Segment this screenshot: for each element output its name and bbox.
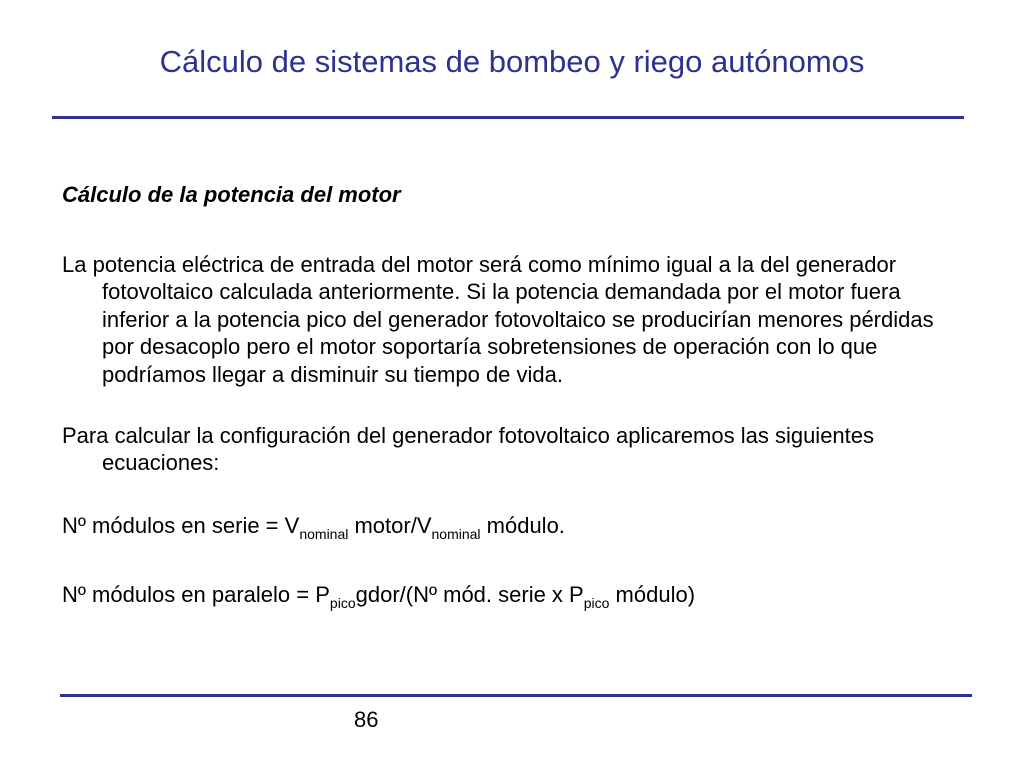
- equation-parallel-sub-pico-1: pico: [329, 595, 356, 611]
- equation-parallel-sub-pico-2: pico: [583, 595, 610, 611]
- equation-parallel-modules: [62, 582, 696, 611]
- paragraph-motor-power: La potencia eléctrica de entrada del motor será como mínimo igual a la del generador fotovoltaico calculada anteriormente. Si la potencia demandada por el motor fuera inferior a la potencia pico del generador fotovoltaico se producirían menores pérdidas por desacoplo pero el motor soportaría sobretensiones de operación con lo que podríamos llegar a disminuir su tiempo de vida.: [62, 252, 934, 387]
- equation-parallel-mid: gdor/(Nº mód. serie x P: [355, 582, 584, 607]
- title-divider: [52, 116, 964, 119]
- equation-parallel-end: módulo): [609, 582, 696, 607]
- equation-series-lhs: Nº módulos en serie = V: [62, 513, 300, 538]
- equation-parallel-lhs: Nº módulos en paralelo = P: [62, 582, 330, 607]
- footer-divider: [60, 694, 972, 697]
- slide-title: Cálculo de sistemas de bombeo y riego autónomos: [159, 44, 865, 79]
- paragraph-configuration: Para calcular la configuración del generador fotovoltaico aplicaremos las siguientes ecuaciones:: [62, 423, 875, 476]
- equation-series-mid: motor/V: [348, 513, 432, 538]
- equation-series-sub-nominal-1: nominal: [299, 526, 349, 542]
- section-subtitle: Cálculo de la potencia del motor: [62, 182, 401, 207]
- page-number: 86: [354, 707, 379, 732]
- equation-series-modules: [62, 513, 565, 542]
- equation-series-sub-nominal-2: nominal: [431, 526, 481, 542]
- equation-series-end: módulo.: [480, 513, 565, 538]
